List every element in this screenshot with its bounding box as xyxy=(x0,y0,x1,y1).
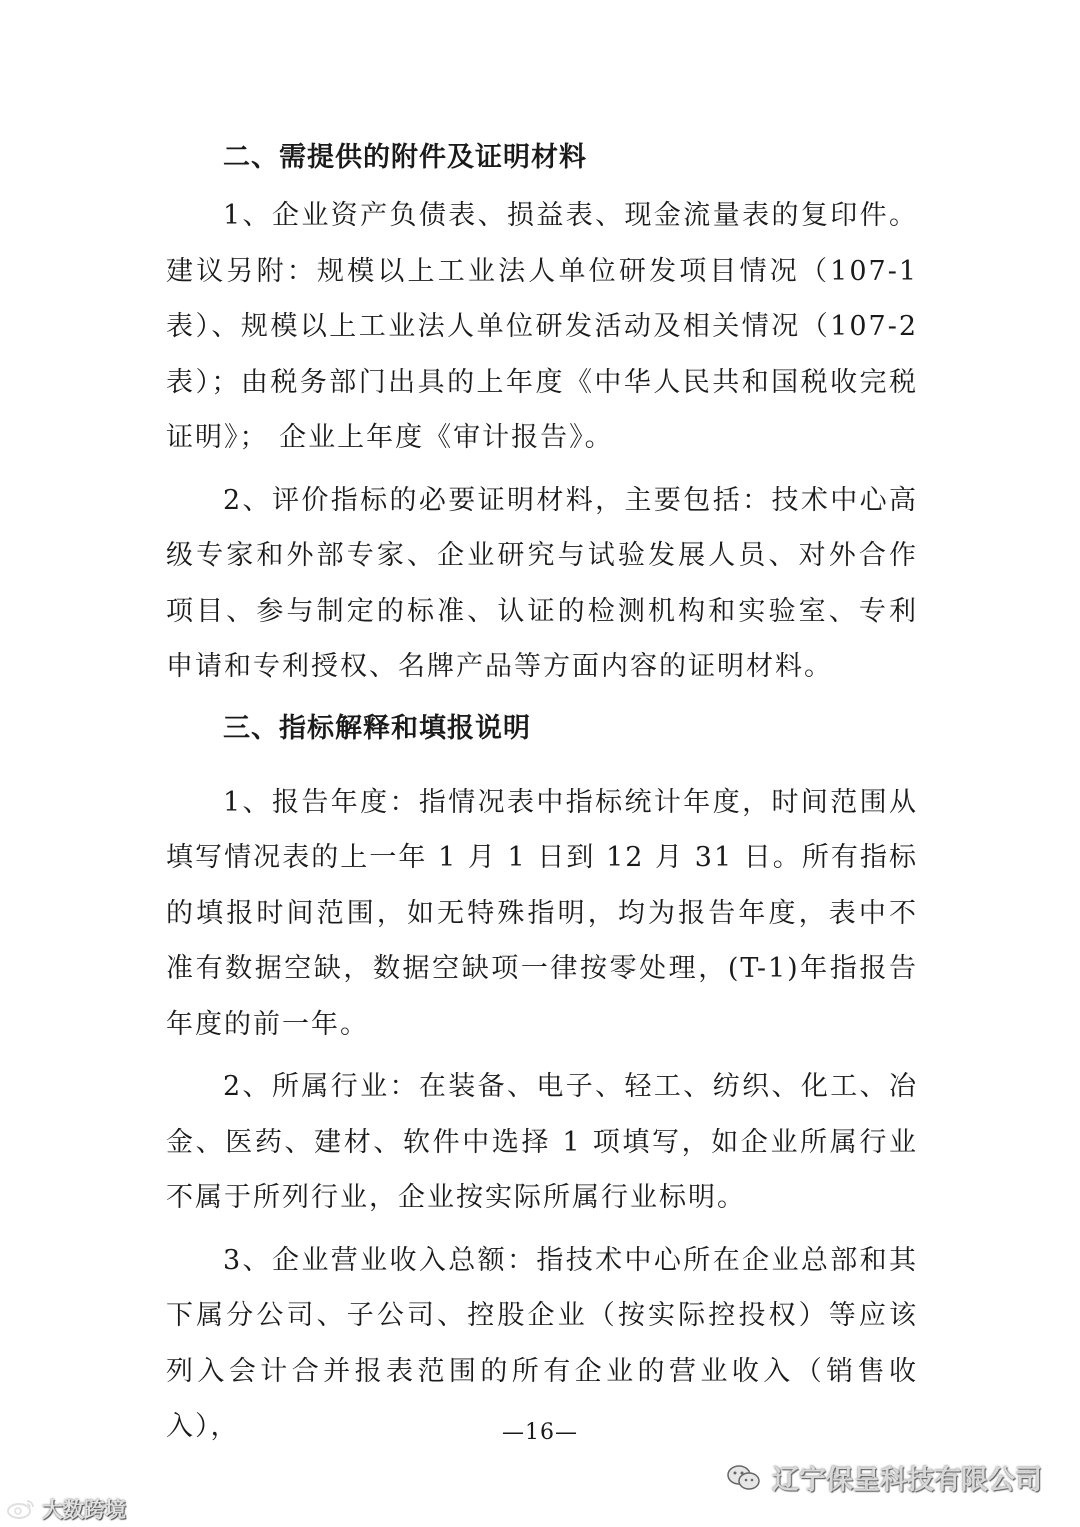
wechat-account-name: 辽宁保呈科技有限公司 xyxy=(772,1465,1042,1496)
paragraph-revenue: 3、企业营业收入总额：指技术中心所在企业总部和其下属分公司、子公司、控股企业（按实际控投权）等应该列入会计合并报表范围的所有企业的营业收入（销售收入）， xyxy=(166,1244,918,1442)
weibo-watermark xyxy=(6,1494,126,1524)
page-number: —16— xyxy=(502,1420,578,1445)
paragraph-industry: 2、所属行业：在装备、电子、轻工、纺织、化工、冶金、医药、建材、软件中选择 1 项填写，如企业所属行业不属于所列行业，企业按实际所属行业标明。 xyxy=(166,1071,918,1213)
section-heading-indicators: 三、指标解释和填报说明 xyxy=(223,712,531,744)
weibo-icon xyxy=(6,1498,36,1520)
paragraph-evidence-materials: 2、评价指标的必要证明材料，主要包括：技术中心高级专家和外部专家、企业研究与试验发展人员、对外合作项目、参与制定的标准、认证的检测机构和实验室、专利申请和专利授权、名牌产品等方面内容的证明材料。 xyxy=(166,484,918,682)
weibo-account-name: 大数跨境 xyxy=(42,1498,126,1522)
wechat-icon xyxy=(726,1463,762,1493)
paragraph-report-year: 1、报告年度：指情况表中指标统计年度，时间范围从填写情况表的上一年 1 月 1 日到 12 月 31 日。所有指标的填报时间范围，如无特殊指明，均为报告年度，表中不准有数据空缺，数据空缺项一律按零处理，(T-1)年指报告年度的前一年。 xyxy=(166,786,918,1040)
wechat-watermark xyxy=(726,1458,1042,1497)
section-heading-attachments: 二、需提供的附件及证明材料 xyxy=(223,142,587,173)
document-body xyxy=(166,138,918,1455)
paragraph-financial-statements: 1、企业资产负债表、损益表、现金流量表的复印件。建议另附：规模以上工业法人单位研发项目情况（107-1表）、规模以上工业法人单位研发活动及相关情况（107-2表）；由税务部门出具的上年度《中华人民共和国税收完税证明》； 企业上年度《审计报告》。 xyxy=(166,200,918,453)
